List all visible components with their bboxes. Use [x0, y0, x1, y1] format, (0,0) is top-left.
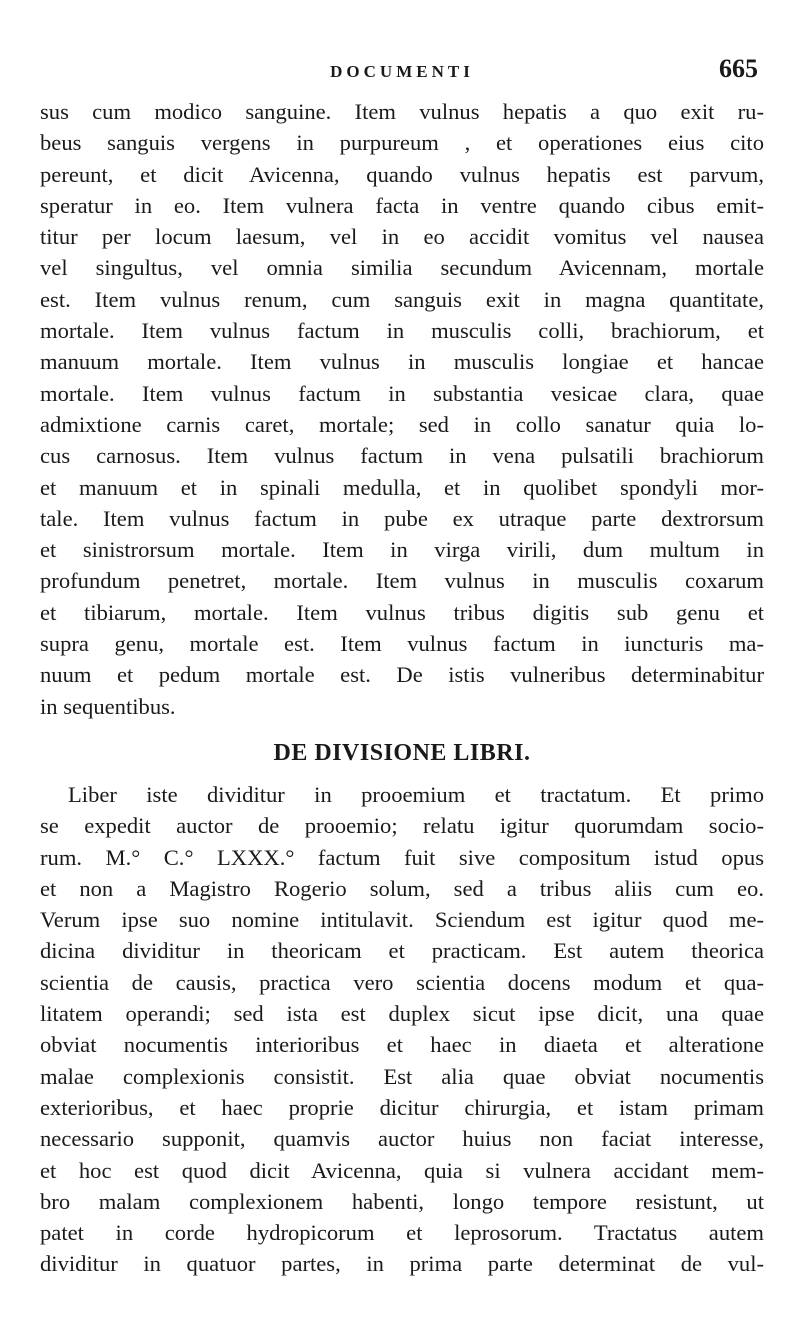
text-line: scientia de causis, practica vero scientia docens modum et qua- [40, 969, 764, 995]
text-line: est. Item vulnus renum, cum sanguis exit in magna quantitate, [40, 286, 764, 312]
text-line: exterioribus, et haec proprie dicitur chirurgia, et istam primam [40, 1094, 764, 1120]
text-line: supra genu, mortale est. Item vulnus factum in iuncturis ma- [40, 631, 764, 657]
text-line: pereunt, et dicit Avicenna, quando vulnus hepatis est parvum, [40, 161, 764, 187]
text-line: malae complexionis consistit. Est alia quae obviat nocumentis [40, 1063, 764, 1089]
text-line: dicina dividitur in theoricam et practicam. Est autem theorica [40, 938, 764, 964]
text-line: necessario supponit, quamvis auctor huius non faciat interesse, [40, 1126, 764, 1152]
paragraph-continued [40, 96, 764, 722]
text-line: manuum mortale. Item vulnus in musculis longiae et hancae [40, 349, 764, 375]
text-line: et non a Magistro Rogerio solum, sed a tribus aliis cum eo. [40, 875, 764, 901]
text-line: dividitur in quatuor partes, in prima parte determinat de vul- [40, 1251, 764, 1277]
section-heading: DE DIVISIONE LIBRI. [273, 739, 531, 766]
text-line: profundum penetret, mortale. Item vulnus in musculis coxarum [40, 568, 764, 594]
text-line: et tibiarum, mortale. Item vulnus tribus digitis sub genu et [40, 599, 764, 625]
text-line: patet in corde hydropicorum et leprosorum. Tractatus autem [40, 1220, 764, 1246]
running-title: DOCUMENTI [330, 62, 474, 81]
text-line: in sequentibus. [40, 693, 176, 719]
text-line: admixtione carnis caret, mortale; sed in collo sanatur quia lo- [40, 411, 764, 437]
text-line: cus carnosus. Item vulnus factum in vena pulsatili brachiorum [40, 443, 764, 469]
text-line: titur per locum laesum, vel in eo accidit vomitus vel nausea [40, 224, 764, 250]
text-line: beus sanguis vergens in purpureum , et operationes eius cito [40, 130, 764, 156]
text-line: obviat nocumentis interioribus et haec in diaeta et alteratione [40, 1032, 764, 1058]
text-line: et manuum et in spinali medulla, et in quolibet spondyli mor- [40, 474, 764, 500]
text-line: se expedit auctor de prooemio; relatu igitur quorumdam socio- [40, 813, 764, 839]
text-line: et sinistrorsum mortale. Item in virga virili, dum multum in [40, 537, 764, 563]
text-line: nuum et pedum mortale est. De istis vulneribus determinabitur [40, 662, 764, 688]
paragraph-division [40, 779, 764, 1280]
text-line: Liber iste dividitur in prooemium et tractatum. Et primo [68, 781, 764, 807]
page-number: 665 [719, 54, 758, 83]
text-line: mortale. Item vulnus factum in musculis colli, brachiorum, et [40, 318, 764, 344]
text-line: sus cum modico sanguine. Item vulnus hepatis a quo exit ru- [40, 99, 764, 124]
text-line: tale. Item vulnus factum in pube ex utraque parte dextrorsum [40, 505, 764, 531]
running-header [40, 56, 764, 96]
text-line: bro malam complexionem habenti, longo tempore resistunt, ut [40, 1188, 764, 1214]
text-line: rum. M.° C.° LXXX.° factum fuit sive compositum istud opus [40, 844, 764, 870]
text-line: mortale. Item vulnus factum in substantia vesicae clara, quae [40, 380, 764, 406]
text-line: vel singultus, vel omnia similia secundum Avicennam, mortale [40, 255, 764, 281]
text-line: speratur in eo. Item vulnera facta in ventre quando cibus emit- [40, 192, 764, 218]
text-line: Verum ipse suo nomine intitulavit. Sciendum est igitur quod me- [40, 907, 764, 933]
text-line: litatem operandi; sed ista est duplex sicut ipse dicit, una quae [40, 1001, 764, 1027]
text-line: et hoc est quod dicit Avicenna, quia si vulnera accidant mem- [40, 1157, 764, 1183]
